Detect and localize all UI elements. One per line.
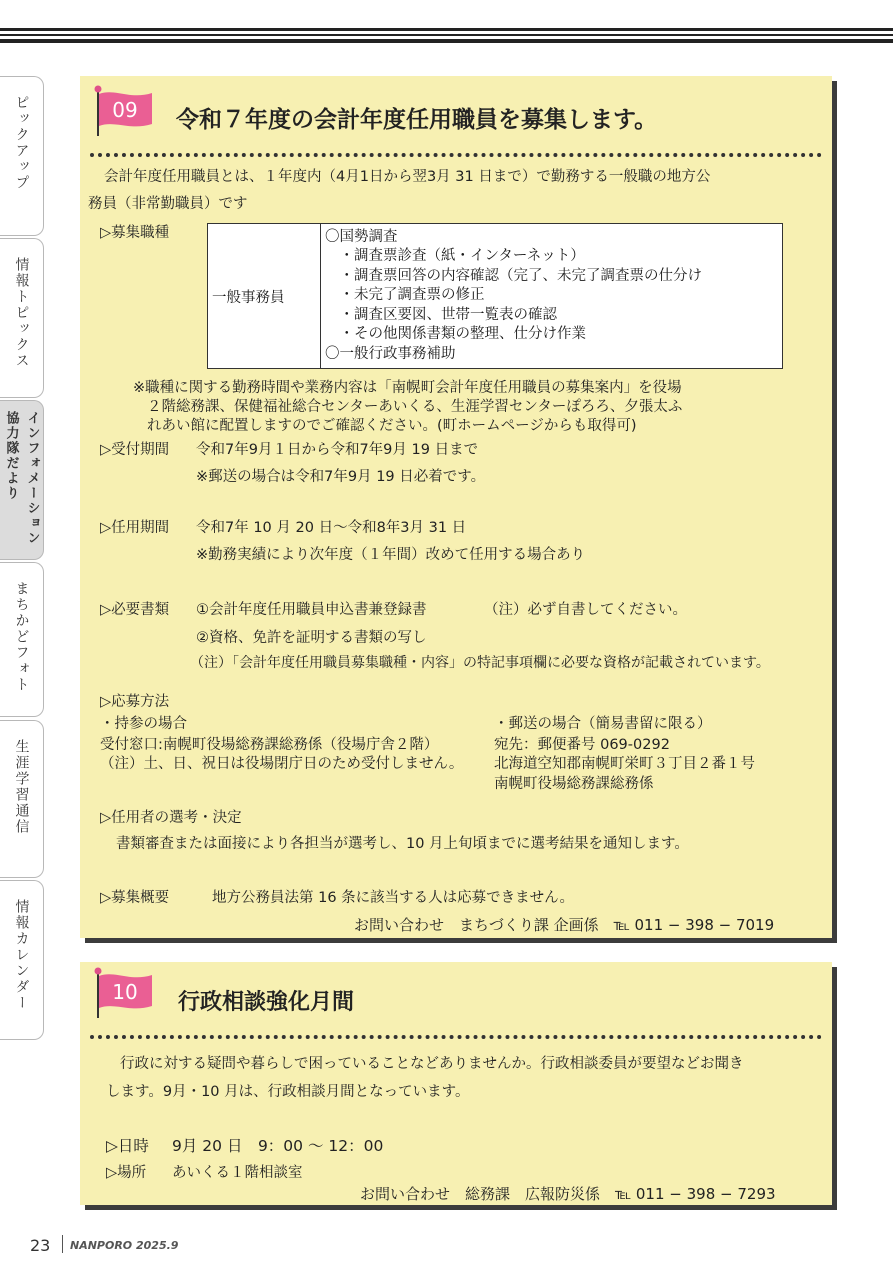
- section-10-divider: [90, 1035, 822, 1039]
- job-table: [207, 223, 783, 369]
- sidebar-tab-label: 情報カレンダー: [13, 899, 30, 1011]
- reception-value: 令和7年9月１日から令和7年9月 19 日まで: [196, 442, 479, 458]
- docs-item-2: ②資格、免許を証明する書類の写し: [196, 630, 427, 646]
- section-10-title: 行政相談強化月間: [178, 990, 355, 1015]
- section-10-intro-2: します。9月・10 月は、行政相談月間となっています。: [106, 1084, 470, 1100]
- section-09-contact: お問い合わせ まちづくり課 企画係 ℡ 011 − 398 − 7019: [354, 916, 775, 934]
- place-label: ▷場所: [106, 1165, 147, 1181]
- place-value: あいくる１階相談室: [172, 1165, 303, 1181]
- date-value: 9月 20 日 9：00 〜 12：00: [172, 1137, 384, 1155]
- sidebar-tab-photo[interactable]: [0, 562, 44, 717]
- apply-mail-heading: ・郵送の場合（簡易書留に限る）: [494, 716, 712, 732]
- footer-divider: [62, 1235, 63, 1253]
- term-value: 令和7年 10 月 20 日〜令和8年3月 31 日: [196, 520, 467, 536]
- header-rule-top: [0, 28, 893, 31]
- section-09-intro-2: 務員（非常勤職員）です: [88, 196, 248, 212]
- sidebar-tab-calendar[interactable]: [0, 880, 44, 1040]
- job-duty-line: 〇一般行政事務補助: [325, 345, 456, 362]
- term-note: ※勤務実績により次年度（１年間）改めて任用する場合あり: [196, 547, 586, 563]
- sidebar-tab-topics[interactable]: [0, 238, 44, 398]
- term-label: ▷任用期間: [100, 520, 170, 536]
- reception-label: ▷受付期間: [100, 442, 170, 458]
- sidebar-tab-label: 情報トピックス: [13, 257, 30, 369]
- docs-label: ▷必要書類: [100, 602, 170, 618]
- section-10-intro-1: 行政に対する疑問や暮らしで困っていることなどありませんか。行政相談委員が要望などお聞き: [120, 1056, 744, 1072]
- overview-text: 地方公務員法第 16 条に該当する人は応募できません。: [212, 890, 575, 906]
- header-rule-mid: [0, 34, 893, 36]
- page-number: 23: [30, 1236, 51, 1255]
- apply-in-person-heading: ・持参の場合: [100, 716, 187, 732]
- sidebar-tab-label: 協力隊だより: [3, 411, 19, 501]
- job-duty-line: ・未完了調査票の修正: [325, 287, 485, 304]
- overview-label: ▷募集概要: [100, 890, 170, 906]
- job-duty-line: 〇国勢調査: [325, 228, 398, 245]
- sidebar-tab-pickup[interactable]: [0, 76, 44, 236]
- sidebar-tab-information[interactable]: [0, 400, 44, 560]
- flag-09-icon: [90, 84, 162, 138]
- note-line-3: れあい館に配置しますのでご確認ください。(町ホームページからも取得可): [147, 418, 637, 434]
- job-duty-line: ・調査票回答の内容確認（完了、未完了調査票の仕分け: [325, 267, 702, 284]
- job-duty-line: ・その他関係書類の整理、仕分け作業: [325, 326, 586, 343]
- flag-10-icon: [90, 966, 162, 1020]
- magazine-name: NANPORO 2025.9: [70, 1239, 179, 1252]
- apply-in-person-window: 受付窓口:南幌町役場総務課総務係（役場庁舎２階）: [100, 737, 439, 753]
- flag-10-number: 10: [112, 980, 138, 1004]
- sidebar-tab-label: インフォメーション: [24, 411, 40, 546]
- header-rule-bottom: [0, 39, 893, 43]
- section-09-title: 令和７年度の会計年度任用職員を募集します。: [176, 107, 658, 133]
- docs-item-1-note: （注）必ず自書してください。: [484, 602, 687, 618]
- select-label: ▷任用者の選考・決定: [100, 810, 242, 826]
- reception-note: ※郵送の場合は令和7年9月 19 日必着です。: [196, 469, 486, 485]
- docs-item-1: ①会計年度任用職員申込書兼登録書: [196, 602, 427, 618]
- apply-mail-postcode: 宛先：郵便番号 069-0292: [494, 737, 670, 753]
- apply-label: ▷応募方法: [100, 694, 170, 710]
- sidebar-tab-label: 生涯学習通信: [13, 739, 30, 835]
- job-heading: ▷募集職種: [100, 225, 170, 241]
- apply-mail-address: 北海道空知郡南幌町栄町３丁目２番１号: [494, 756, 755, 772]
- date-label: ▷日時: [106, 1137, 149, 1155]
- sidebar-tab-label-group: [2, 411, 42, 559]
- job-duty-line: ・調査区要図、世帯一覧表の確認: [325, 306, 557, 323]
- note-line-1: ※職種に関する勤務時間や業務内容は「南幌町会計年度任用職員の募集案内」を役場: [133, 380, 682, 396]
- job-category-cell: 一般事務員: [208, 224, 321, 369]
- apply-mail-recipient: 南幌町役場総務課総務係: [494, 776, 654, 792]
- docs-note: （注）「会計年度任用職員募集職種・内容」の特記事項欄に必要な資格が記載されています。: [190, 655, 770, 671]
- note-line-2: ２階総務課、保健福祉総合センターあいくる、生涯学習センターぽろろ、夕張太ふ: [147, 399, 683, 415]
- job-duties-cell: [321, 224, 783, 369]
- apply-in-person-note: （注）土、日、祝日は役場閉庁日のため受付しません。: [100, 756, 464, 772]
- flag-09-number: 09: [112, 98, 138, 122]
- section-10-contact: お問い合わせ 総務課 広報防災係 ℡ 011 − 398 − 7293: [360, 1185, 776, 1203]
- sidebar-tab-learning[interactable]: [0, 720, 44, 878]
- job-duty-line: ・調査票診査（紙・インターネット）: [325, 248, 585, 265]
- sidebar-tab-label: まちかどフォト: [13, 581, 30, 693]
- select-text: 書類審査または面接により各担当が選考し、10 月上旬頃までに選考結果を通知します。: [116, 836, 689, 852]
- sidebar-tab-label: ピックアップ: [13, 95, 30, 191]
- section-09-intro-1: 会計年度任用職員とは、１年度内（4月1日から翌3月 31 日まで）で勤務する一般職の地方公: [104, 169, 711, 185]
- section-09-divider: [90, 153, 822, 157]
